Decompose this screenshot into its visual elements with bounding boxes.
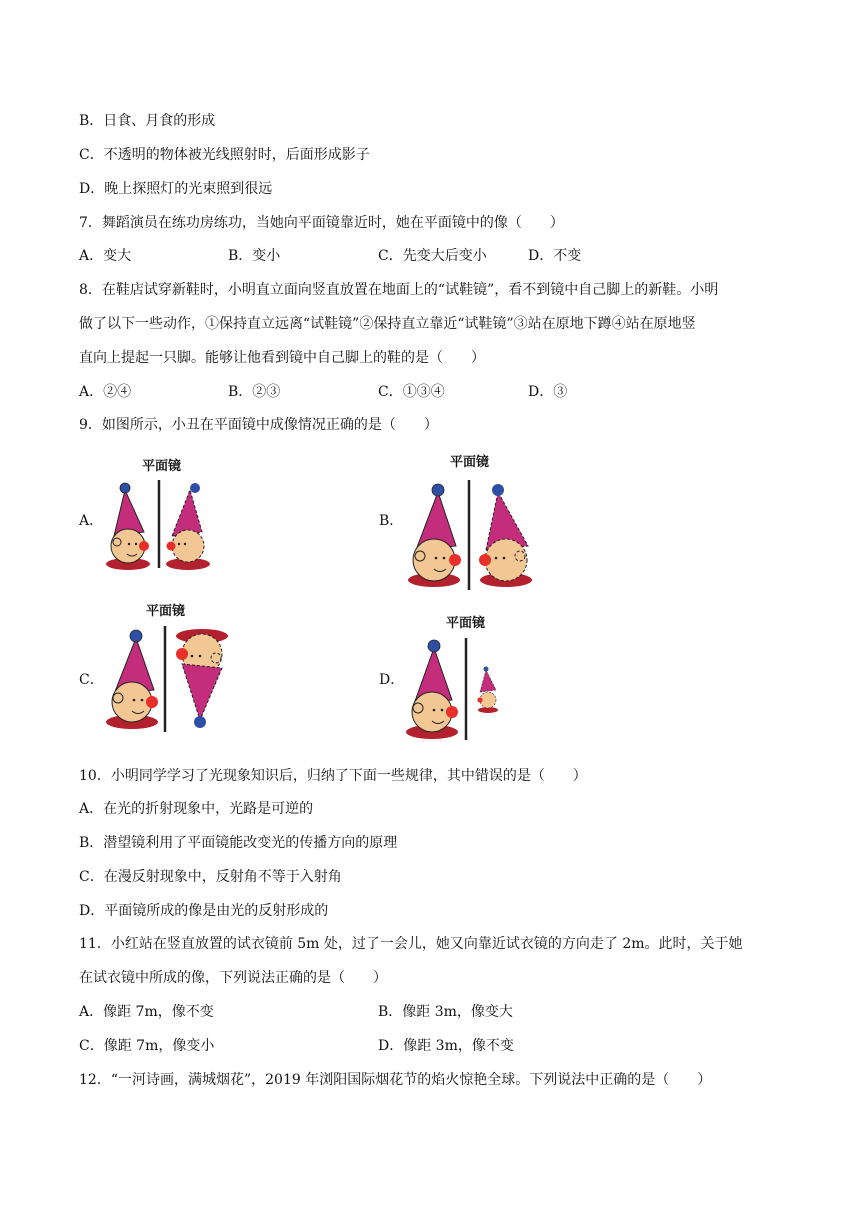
- q10-option-d: D．平面镜所成的像是由光的反射形成的: [79, 903, 329, 919]
- clown-c: [106, 630, 158, 729]
- q9-label-b: B．: [379, 513, 404, 529]
- clown-b: [408, 484, 461, 587]
- q8-stem-line2: 做了以下一些动作，①保持直立远离“试鞋镜”②保持直立靠近“试鞋镜”③站在原地下蹲④站在原地竖: [79, 316, 696, 332]
- clown-image-c: [176, 629, 228, 728]
- q9-mirror-title-d: 平面镜: [446, 616, 486, 631]
- q9-figure-a: [100, 476, 230, 572]
- q9-label-c: C．: [79, 672, 104, 688]
- q8-option-d: D．③: [528, 384, 568, 400]
- q7-stem: 7．舞蹈演员在练功房练功，当她向平面镜靠近时，她在平面镜中的像（ ）: [79, 215, 564, 231]
- clown-a: [106, 483, 150, 570]
- q10-option-a: A．在光的折射现象中，光路是可逆的: [79, 801, 314, 817]
- q8-option-c: C．①③④: [378, 384, 445, 400]
- q9-figure-b: [400, 476, 550, 592]
- q9-label-d: D．: [379, 672, 405, 688]
- q7-option-c: C．先变大后变小: [378, 248, 487, 264]
- q8-stem-line3: 直向上提起一只脚。能够让他看到镜中自己脚上的鞋的是（ ）: [79, 350, 485, 366]
- q9-figure-c: [100, 622, 240, 734]
- q7-option-d: D．不变: [528, 248, 582, 264]
- q10-option-b: B．潜望镜利用了平面镜能改变光的传播方向的原理: [79, 835, 398, 851]
- q6-option-c: C．不透明的物体被光线照射时，后面形成影子: [79, 147, 370, 163]
- q10-stem: 10．小明同学学习了光现象知识后，归纳了下面一些规律，其中错误的是（ ）: [79, 768, 587, 784]
- q9-label-a: A．: [79, 513, 104, 529]
- q9-mirror-title-a: 平面镜: [142, 459, 182, 474]
- q6-option-b: B．日食、月食的形成: [79, 113, 216, 129]
- q8-option-b: B．②③: [228, 384, 281, 400]
- q9-mirror-title-b: 平面镜: [450, 455, 490, 470]
- q11-option-d: D．像距 3m，像不变: [378, 1038, 514, 1054]
- q9-mirror-title-c: 平面镜: [146, 604, 186, 619]
- q11-stem-line1: 11．小红站在竖直放置的试衣镜前 5m 处，过了一会儿，她又向靠近试衣镜的方向走了 2m。此时，关于她: [79, 936, 743, 952]
- clown-image-d: [477, 667, 498, 714]
- clown-image-b: [479, 484, 532, 587]
- q8-option-a: A．②④: [79, 384, 132, 400]
- q9-figure-d: [400, 634, 510, 742]
- q11-option-b: B．像距 3m，像变大: [378, 1004, 513, 1020]
- q7-option-a: A．变大: [79, 248, 132, 264]
- q10-option-c: C．在漫反射现象中，反射角不等于入射角: [79, 869, 342, 885]
- q11-option-c: C．像距 7m，像变小: [79, 1038, 215, 1054]
- clown-d: [406, 640, 458, 739]
- q11-option-a: A．像距 7m，像不变: [79, 1004, 214, 1020]
- clown-image-a: [166, 483, 210, 570]
- q7-option-b: B．变小: [228, 248, 281, 264]
- q8-stem-line1: 8．在鞋店试穿新鞋时，小明直立面向竖直放置在地面上的“试鞋镜”，看不到镜中自己脚上的新鞋。小明: [79, 282, 719, 298]
- q6-option-d: D．晚上探照灯的光束照到很远: [79, 181, 273, 197]
- q12-stem: 12．“一河诗画，满城烟花”，2019 年浏阳国际烟花节的焰火惊艳全球。下列说法中正确的是（ ）: [79, 1072, 712, 1088]
- q9-stem: 9．如图所示，小丑在平面镜中成像情况正确的是（ ）: [79, 417, 438, 433]
- q11-stem-line2: 在试衣镜中所成的像，下列说法正确的是（ ）: [79, 970, 387, 986]
